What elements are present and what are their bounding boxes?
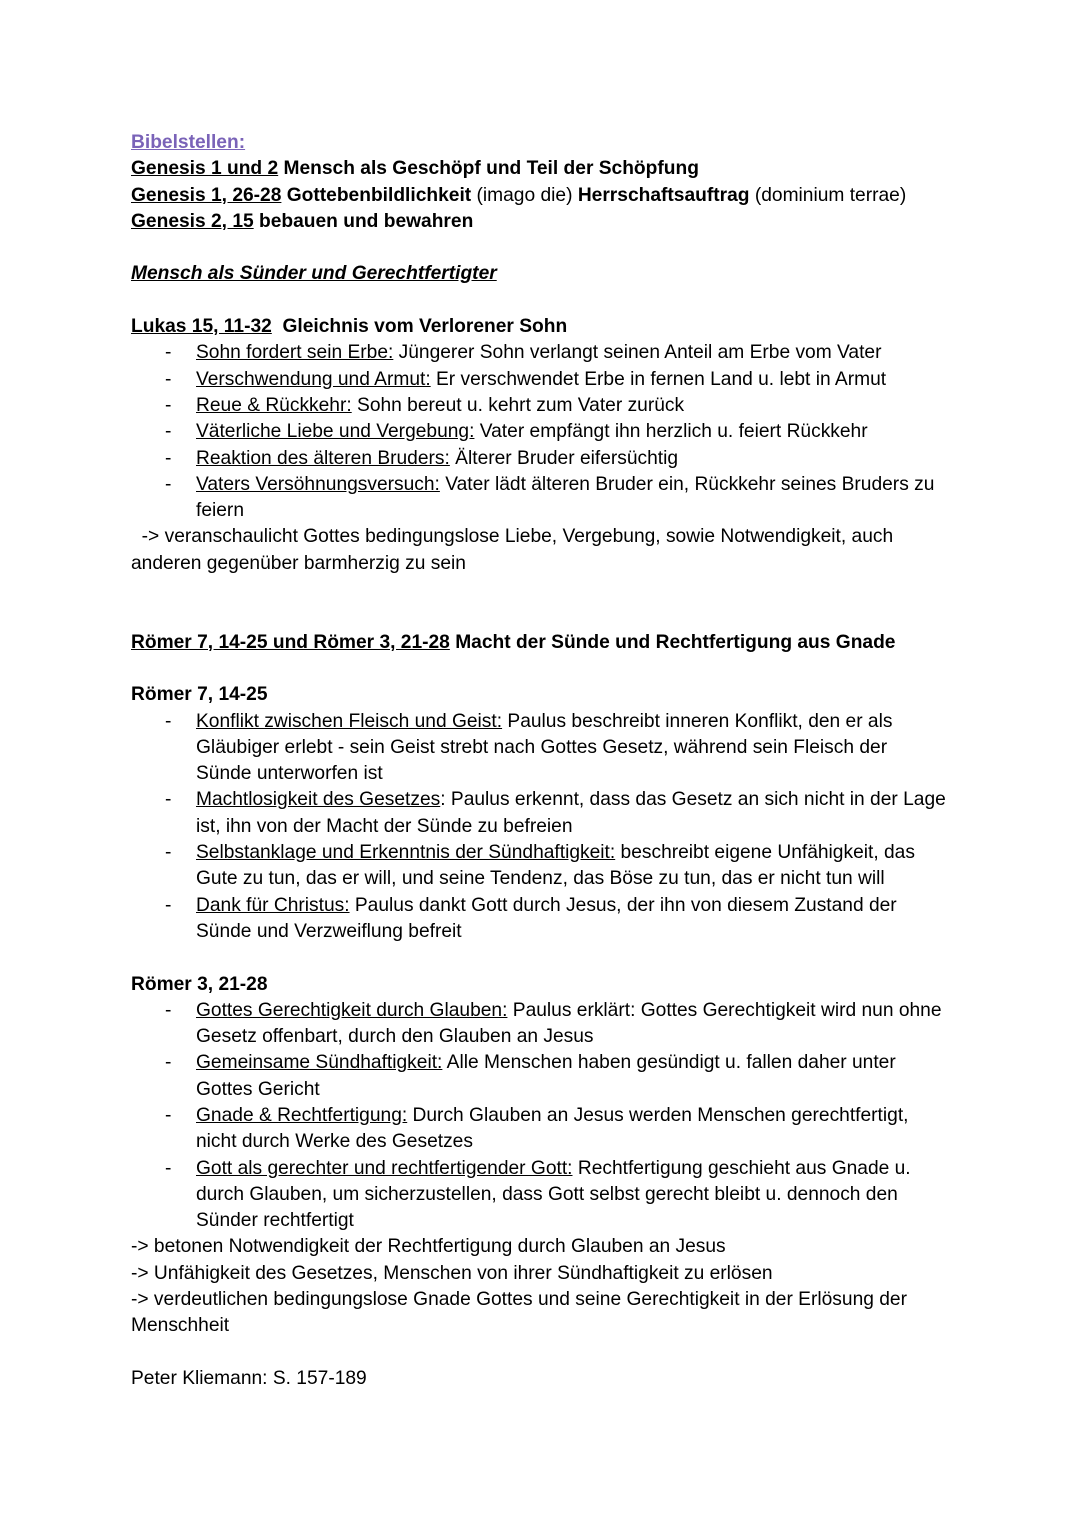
text-line — [131, 630, 946, 656]
blank-line — [131, 1340, 946, 1366]
text: Paulus beschreibt inneren Konflikt, den er als Gläubiger erlebt - sein Geist strebt nach Gottes Gesetz, während sein Fleisch der Sünde unterworfen ist — [196, 710, 898, 785]
bold-text: Gottebenbildlichkeit — [281, 184, 472, 206]
text-line — [131, 524, 946, 577]
underlined-term: Gott als gerechter und rechtfertigender Gott: — [196, 1157, 573, 1179]
bullet-item — [131, 367, 946, 393]
text-line — [131, 130, 946, 156]
bullet-dash: - — [165, 894, 172, 916]
blank-line — [131, 603, 946, 629]
bullet-item — [131, 1050, 946, 1103]
text: Paulus erklärt: Gottes Gerechtigkeit wird nun ohne Gesetz offenbart, durch den Glauben an Jesus — [196, 999, 947, 1048]
bullet-dash: - — [165, 1157, 172, 1179]
bold-text: Römer 7, 14-25 — [131, 684, 268, 706]
underlined-term: Vaters Versöhnungsversuch: — [196, 473, 440, 495]
bullet-item — [131, 998, 946, 1051]
text: beschreibt eigene Unfähigkeit, das Gute zu tun, das er will, und seine Tendenz, das Böse zu tun, das er nicht tun will — [196, 842, 921, 890]
bullet-item — [131, 393, 946, 419]
text-line — [131, 1261, 946, 1287]
underlined-term: Väterliche Liebe und Vergebung: — [196, 421, 475, 443]
text: Alle Menschen haben gesündigt u. fallen daher unter Gottes Gericht — [196, 1052, 902, 1100]
bible-reference: Lukas 15, 11-32 — [131, 316, 272, 338]
underlined-term: Gemeinsame Sündhaftigkeit: — [196, 1052, 443, 1074]
bullet-dash: - — [165, 368, 172, 390]
bullet-dash: - — [165, 710, 172, 732]
underlined-term: Reaktion des älteren Bruders: — [196, 447, 450, 469]
text: Jüngerer Sohn verlangt seinen Anteil am Erbe vom Vater — [393, 342, 882, 364]
blank-line — [131, 577, 946, 603]
bullet-dash: - — [165, 1052, 172, 1074]
underlined-term: Verschwendung und Armut: — [196, 368, 431, 390]
text-line — [131, 1234, 946, 1260]
bullet-dash: - — [165, 789, 172, 811]
bullet-item — [131, 472, 946, 525]
text: (dominium terrae) — [749, 184, 907, 206]
text: -> verdeutlichen bedingungslose Gnade Gottes und seine Gerechtigkeit in der Erlösung der Menschheit — [131, 1289, 913, 1337]
text: Vater lädt älteren Bruder ein, Rückkehr seines Bruders zu feiern — [196, 473, 940, 522]
bullet-item — [131, 419, 946, 445]
text: Sohn bereut u. kehrt zum Vater zurück — [351, 394, 685, 416]
bold-text: bebauen und bewahren — [253, 210, 474, 232]
bullet-item — [131, 787, 952, 840]
bold-text: Mensch als Geschöpf und Teil der Schöpfung — [278, 158, 699, 180]
underlined-term: Selbstanklage und Erkenntnis der Sündhaftigkeit: — [196, 842, 616, 864]
text: -> Unfähigkeit des Gesetzes, Menschen von ihrer Sündhaftigkeit zu erlösen — [131, 1262, 773, 1284]
bullet-dash: - — [165, 447, 172, 469]
bible-reference: Genesis 1 und 2 — [131, 158, 279, 180]
subheading: Mensch als Sünder und Gerechtfertigter — [131, 263, 497, 285]
text-line — [131, 972, 946, 998]
bullet-item — [131, 1103, 946, 1156]
bold-text: Macht der Sünde und Rechtfertigung aus Gnade — [449, 631, 896, 653]
text: -> veranschaulicht Gottes bedingungslose Liebe, Vergebung, sowie Notwendigkeit, auch anderen gegenüber barmherzig zu sein — [131, 526, 899, 574]
text: Durch Glauben an Jesus werden Menschen gerechtfertigt, nicht durch Werke des Gesetzes — [196, 1104, 914, 1153]
text: Peter Kliemann: S. 157-189 — [131, 1367, 367, 1389]
bullet-dash: - — [165, 842, 172, 864]
text-line — [131, 261, 946, 287]
bullet-dash: - — [165, 342, 172, 364]
text: Vater empfängt ihn herzlich u. feiert Rückkehr — [474, 421, 868, 443]
text-line — [131, 1366, 946, 1392]
bible-reference: Genesis 2, 15 — [131, 210, 254, 232]
bullet-item — [131, 709, 946, 788]
text: (imago die) — [471, 184, 578, 206]
text: Rechtfertigung geschieht aus Gnade u. durch Glauben, um sicherzustellen, dass Gott selbst gerecht bleibt u. dennoch den Sünder rechtfertigt — [196, 1157, 916, 1232]
underlined-term: Reue & Rückkehr: — [196, 394, 352, 416]
text-line — [131, 156, 946, 182]
document-body — [131, 130, 952, 1392]
text: Er verschwendet Erbe in fernen Land u. lebt in Armut — [430, 368, 887, 390]
blank-line — [131, 288, 946, 314]
bullet-item — [131, 340, 946, 366]
bold-text: Römer 3, 21-28 — [131, 973, 268, 995]
blank-line — [131, 945, 946, 971]
bullet-item — [131, 840, 946, 893]
blank-line — [131, 235, 946, 261]
underlined-term: Gottes Gerechtigkeit durch Glauben: — [196, 999, 508, 1021]
underlined-term: Konflikt zwischen Fleisch und Geist: — [196, 710, 503, 732]
bullet-item — [131, 1156, 946, 1235]
underlined-term: Gnade & Rechtfertigung: — [196, 1104, 408, 1126]
bullet-dash: - — [165, 394, 172, 416]
bullet-item — [131, 893, 946, 946]
underlined-term: Sohn fordert sein Erbe: — [196, 342, 394, 364]
bold-text: Gleichnis vom Verlorener Sohn — [271, 316, 568, 338]
text: Älterer Bruder eifersüchtig — [449, 447, 679, 469]
bible-reference: Römer 7, 14-25 und Römer 3, 21-28 — [131, 631, 450, 653]
text-line — [131, 209, 946, 235]
text-line — [131, 1287, 946, 1340]
bullet-dash: - — [165, 421, 172, 443]
bold-text: Herrschaftsauftrag — [577, 184, 750, 206]
text: Paulus dankt Gott durch Jesus, der ihn von diesem Zustand der Sünde und Verzweiflung befreit — [196, 894, 903, 942]
underlined-term: Dank für Christus: — [196, 894, 350, 916]
text-line — [131, 314, 946, 340]
bible-reference: Genesis 1, 26-28 — [131, 184, 282, 206]
text-line — [131, 183, 946, 209]
bullet-dash: - — [165, 473, 172, 495]
bullet-dash: - — [165, 999, 172, 1021]
blank-line — [131, 656, 946, 682]
bullet-dash: - — [165, 1104, 172, 1126]
section-heading: Bibelstellen: — [131, 132, 246, 153]
bullet-item — [131, 446, 946, 472]
underlined-term: Machtlosigkeit des Gesetzes — [196, 789, 441, 811]
text-line — [131, 682, 946, 708]
text: -> betonen Notwendigkeit der Rechtfertigung durch Glauben an Jesus — [131, 1236, 726, 1258]
text: : Paulus erkennt, dass das Gesetz an sich nicht in der Lage ist, ihn von der Macht der Sünde zu befreien — [196, 789, 952, 837]
